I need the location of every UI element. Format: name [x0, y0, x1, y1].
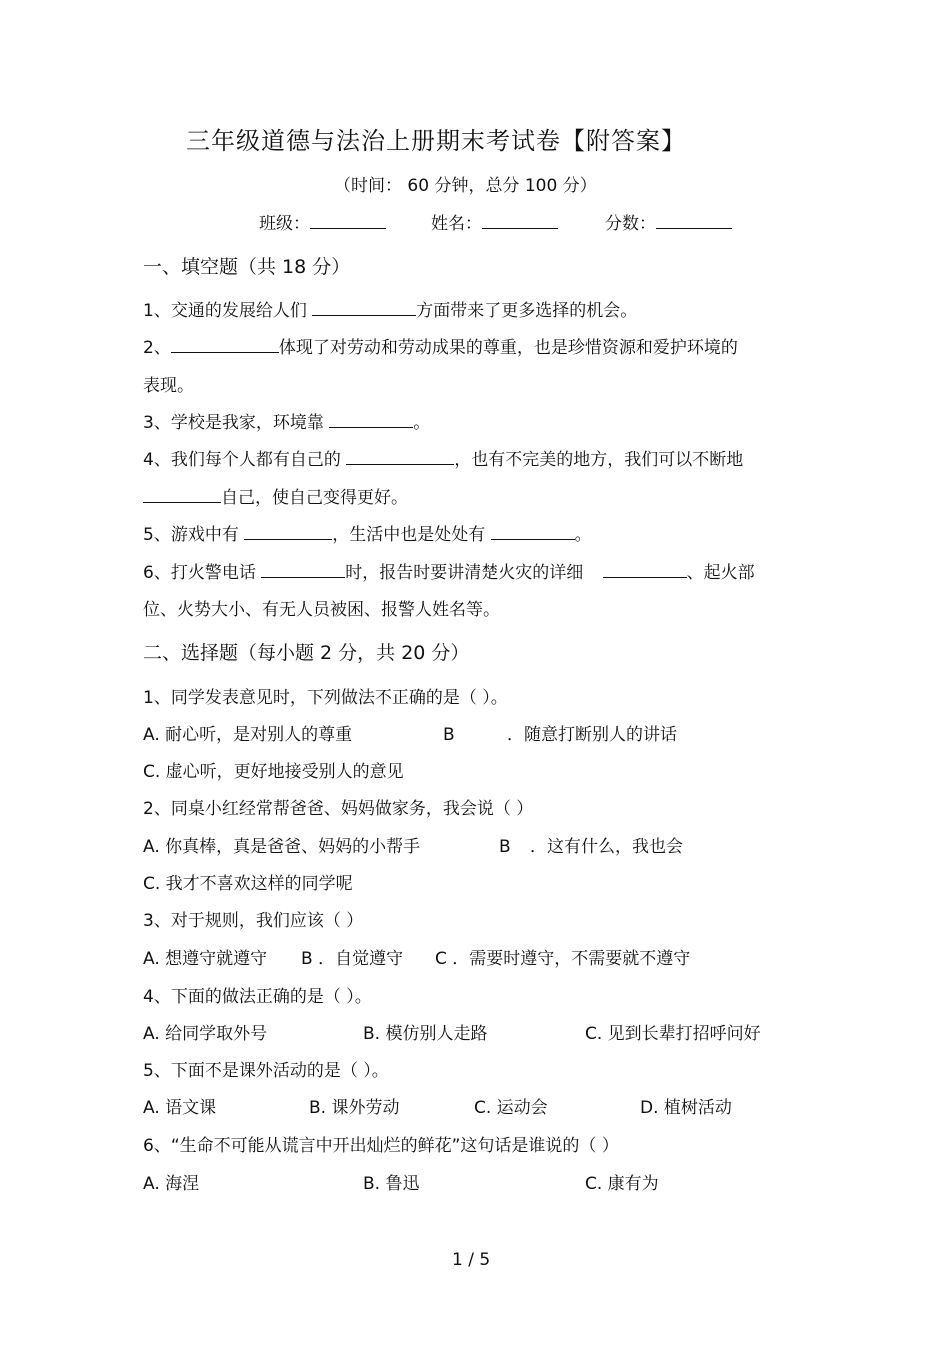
s1-q1: 1、交通的发展给人们 方面带来了更多选择的机会。: [143, 301, 638, 321]
s2-q5-stem: 5、下面不是课外活动的是（ ）。: [143, 1061, 389, 1081]
s2-q5-option-a[interactable]: A. 语文课: [143, 1098, 217, 1118]
s1-q3: 3、学校是我家，环境靠 。: [143, 413, 431, 433]
s2-q3-option-a[interactable]: A. 想遵守就遵守: [143, 949, 268, 969]
s2-q3-stem: 3、对于规则，我们应该（ ）: [143, 911, 364, 931]
s1-q2-cont: 表现。: [143, 376, 194, 396]
class-blank[interactable]: [310, 214, 386, 229]
s2-q1-stem: 1、同学发表意见时，下列做法不正确的是（ ）。: [143, 688, 508, 708]
s1-q6-blank2[interactable]: [603, 563, 687, 578]
s2-q3-option-c[interactable]: C ．需要时遵守，不需要就不遵守: [435, 949, 691, 969]
exam-title: 三年级道德与法治上册期末考试卷【附答案】: [186, 127, 686, 155]
score-label: 分数：: [605, 213, 732, 235]
s2-q6-option-c[interactable]: C. 康有为: [585, 1174, 659, 1194]
s2-q5-option-d[interactable]: D. 植树活动: [640, 1098, 732, 1118]
s2-q2-option-c[interactable]: C. 我才不喜欢这样的同学呢: [143, 874, 353, 894]
s2-q4-stem: 4、下面的做法正确的是（ ）。: [143, 987, 372, 1007]
name-blank[interactable]: [482, 214, 558, 229]
exam-subtitle: （时间： 60 分钟，总分 100 分）: [334, 176, 597, 196]
s2-q6-option-b[interactable]: B. 鲁迅: [363, 1174, 420, 1194]
s1-q6-blank1[interactable]: [261, 563, 345, 578]
s2-q4-option-a[interactable]: A. 给同学取外号: [143, 1024, 268, 1044]
s1-q4-cont: 自己，使自己变得更好。: [143, 487, 408, 509]
class-label: 班级：: [259, 213, 386, 235]
s1-q5-blank1[interactable]: [244, 525, 332, 540]
s2-q6-option-a[interactable]: A. 海涅: [143, 1174, 200, 1194]
s2-q5-option-c[interactable]: C. 运动会: [474, 1098, 548, 1118]
s2-q2-option-b[interactable]: ．这有什么，我也会: [530, 837, 683, 857]
s2-q6-stem: 6、“生命不可能从谎言中开出灿烂的鲜花”这句话是谁说的（ ）: [143, 1136, 619, 1156]
s2-q1-option-a[interactable]: A. 耐心听，是对别人的尊重: [143, 725, 353, 745]
name-label: 姓名：: [431, 213, 558, 235]
score-blank[interactable]: [656, 214, 732, 229]
s1-q3-blank[interactable]: [329, 413, 413, 428]
s1-q6-cont: 位、火势大小、有无人员被困、报警人姓名等。: [143, 600, 500, 620]
s2-q2-option-b-letter[interactable]: B: [499, 837, 511, 857]
s2-q4-option-c[interactable]: C. 见到长辈打招呼问好: [585, 1024, 761, 1044]
page-number: 1 / 5: [452, 1250, 491, 1270]
s2-q3-option-b[interactable]: B ．自觉遵守: [301, 949, 404, 969]
s2-q1-option-b[interactable]: ．随意打断别人的讲话: [507, 725, 677, 745]
s1-q1-blank[interactable]: [312, 301, 416, 316]
s1-q4: 4、我们每个人都有自己的 ，也有不完美的地方，我们可以不断地: [143, 450, 744, 470]
section2-heading: 二、选择题（每小题 2 分，共 20 分）: [143, 642, 470, 664]
s2-q1-option-c[interactable]: C. 虚心听，更好地接受别人的意见: [143, 762, 404, 782]
s1-q5: 5、游戏中有 ，生活中也是处处有 。: [143, 525, 592, 545]
s2-q2-option-a[interactable]: A. 你真棒，真是爸爸、妈妈的小帮手: [143, 837, 421, 857]
section1-heading: 一、填空题（共 18 分）: [143, 256, 351, 278]
s1-q2-blank[interactable]: [171, 338, 279, 353]
s1-q6: 6、打火警电话 时，报告时要讲清楚火灾的详细 、起火部: [143, 563, 755, 583]
s1-q5-blank2[interactable]: [491, 525, 575, 540]
s2-q4-option-b[interactable]: B. 模仿别人走路: [363, 1024, 488, 1044]
s1-q4-blank2[interactable]: [143, 488, 221, 503]
s1-q4-blank1[interactable]: [346, 450, 454, 465]
s1-q2: 2、 体现了对劳动和劳动成果的尊重，也是珍惜资源和爱护环境的: [143, 338, 738, 358]
s2-q1-option-b-letter[interactable]: B: [443, 725, 455, 745]
s2-q2-stem: 2、同桌小红经常帮爸爸、妈妈做家务，我会说（ ）: [143, 799, 534, 819]
s2-q5-option-b[interactable]: B. 课外劳动: [309, 1098, 400, 1118]
